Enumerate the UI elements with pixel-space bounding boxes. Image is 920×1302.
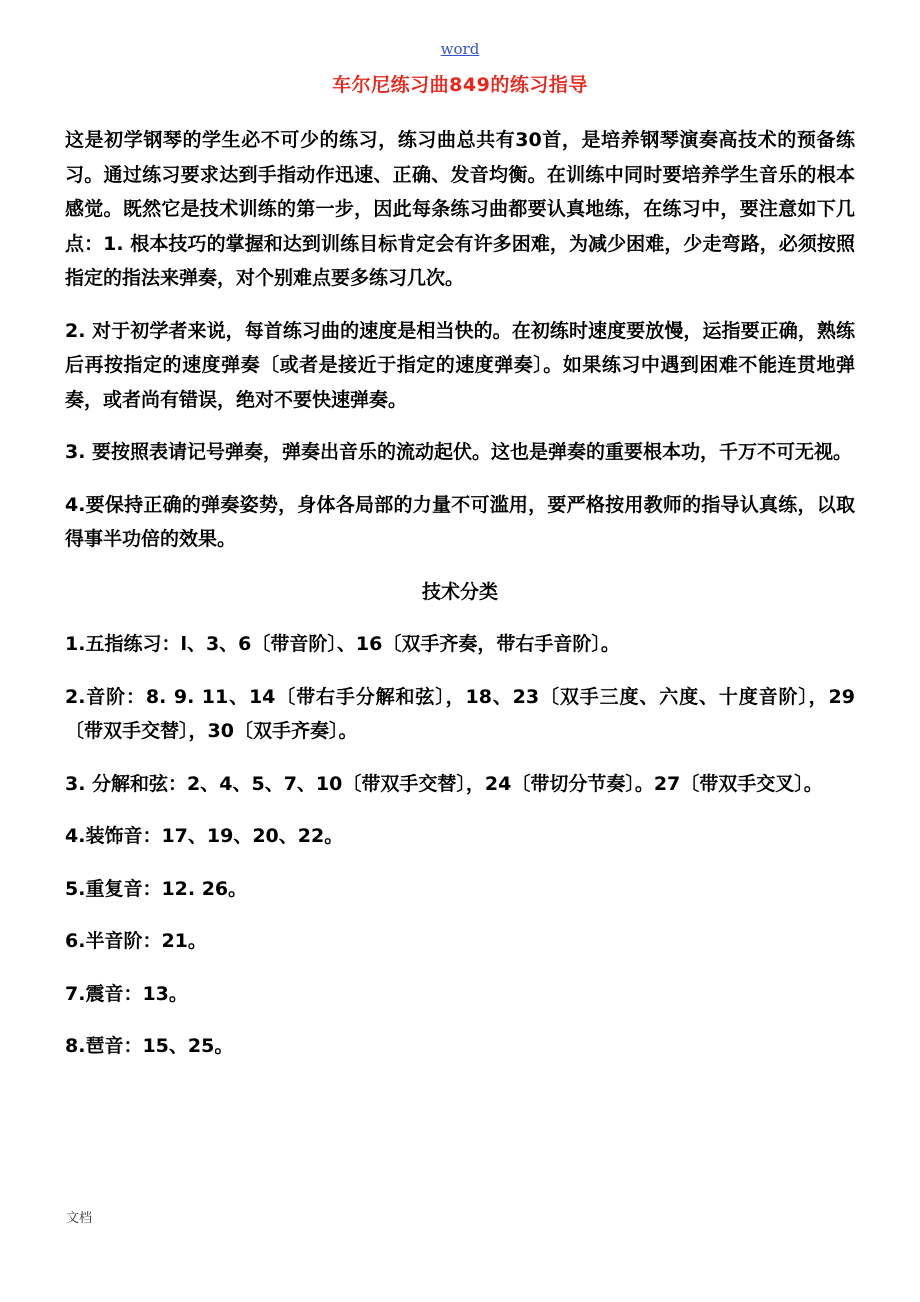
document-title: 车尔尼练习曲849的练习指导 bbox=[332, 74, 588, 96]
category-item: 1.五指练习：l、3、6〔带音阶〕、16〔双手齐奏，带右手音阶〕。 bbox=[65, 633, 620, 655]
footer-label: 文档 bbox=[66, 1211, 93, 1226]
section-heading: 技术分类 bbox=[421, 580, 498, 603]
category-item: 5.重复音：12. 26。 bbox=[65, 877, 248, 900]
category-item: 4.装饰音：17、19、20、22。 bbox=[65, 825, 344, 847]
document-body bbox=[65, 123, 855, 1082]
category-item: 7.震音：13。 bbox=[65, 982, 188, 1005]
intro-paragraph: 2. 对于初学者来说，每首练习曲的速度是相当快的。在初练时速度要放慢，运指要正确，熟练后再按指定的速度弹奏〔或者是接近于指定的速度弹奏〕。如果练习中遇到困难不能连贯地弹奏，或者尚有错误，绝对不要快速弹奏。 bbox=[65, 319, 855, 411]
category-item: 2.音阶：8. 9. 11、14〔带右手分解和弦〕，18、23〔双手三度、六度、十度音阶〕，29〔带双手交替〕，30〔双手齐奏〕。 bbox=[65, 685, 855, 742]
category-item: 8.琶音：15、25。 bbox=[65, 1035, 234, 1057]
intro-paragraph: 这是初学钢琴的学生必不可少的练习，练习曲总共有30首，是培养钢琴演奏高技术的预备练习。通过练习要求达到手指动作迅速、正确、发音均衡。在训练中同时要培养学生音乐的根本感觉。既然它是技术训练的第一步，因此每条练习曲都要认真地练，在练习中，要注意如下几点：1. 根本技巧的掌握和达到训练目标肯定会有许多困难，为减少困难，少走弯路，必须按照指定的指法来弹奏，对个别难点要多练习几次。 bbox=[65, 129, 855, 289]
header-word-link[interactable]: word bbox=[440, 40, 480, 58]
category-item: 3. 分解和弦：2、4、5、7、10〔带双手交替〕，24〔带切分节奏〕。27〔带双手交叉〕。 bbox=[65, 772, 823, 795]
category-item: 6.半音阶：21。 bbox=[65, 930, 207, 952]
intro-paragraph: 3. 要按照表请记号弹奏，弹奏出音乐的流动起伏。这也是弹奏的重要根本功，千万不可无视。 bbox=[65, 441, 853, 463]
intro-paragraph: 4.要保持正确的弹奏姿势，身体各局部的力量不可滥用，要严格按用教师的指导认真练，以取得事半功倍的效果。 bbox=[65, 493, 855, 550]
